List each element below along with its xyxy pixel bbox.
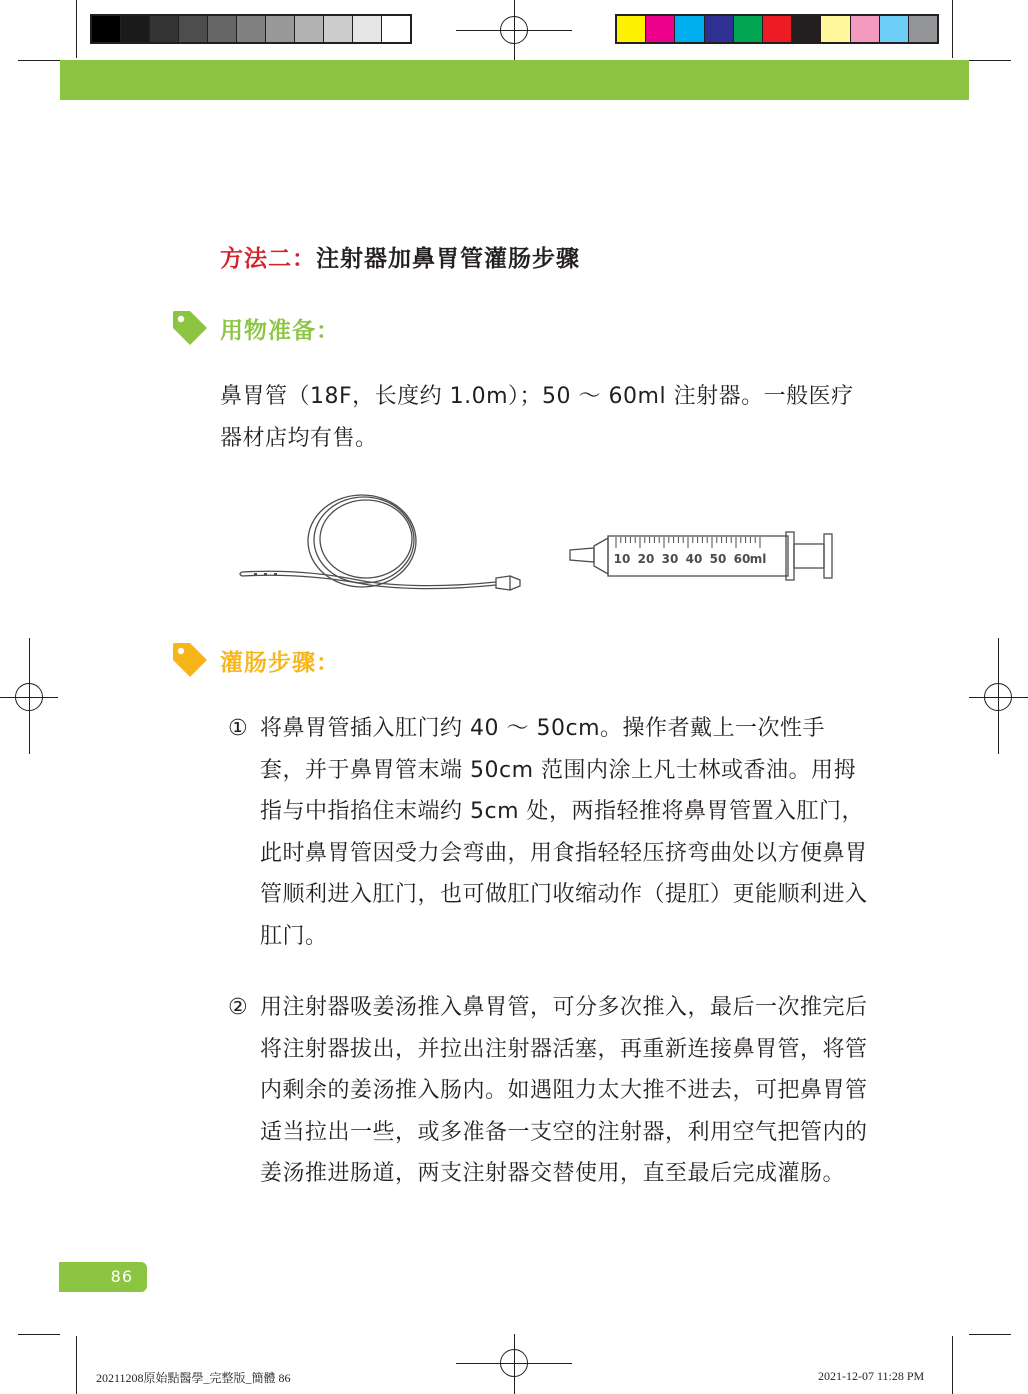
syringe-scale-label: 60 — [733, 552, 751, 566]
tag-icon — [170, 308, 210, 348]
color-swatch — [880, 16, 909, 42]
color-swatch — [705, 16, 734, 42]
color-swatch — [763, 16, 792, 42]
gray-swatch — [266, 16, 295, 42]
gray-swatch — [121, 16, 150, 42]
materials-heading: 用物准备： — [220, 318, 340, 344]
color-swatch — [734, 16, 763, 42]
syringe-scale-label: 20 — [637, 552, 655, 566]
gray-swatch — [179, 16, 208, 42]
syringe-illustration — [568, 528, 836, 586]
syringe-scale-label: 30 — [661, 552, 679, 566]
section-title — [220, 240, 580, 273]
gray-swatch — [295, 16, 324, 42]
step-number: ① — [228, 716, 249, 741]
step-number: ② — [228, 995, 249, 1020]
materials-text: 鼻胃管（18F，长度约 1.0m）；50 ～ 60ml 注射器。一般医疗器材店均有售。 — [220, 384, 854, 451]
gray-swatch — [237, 16, 266, 42]
gray-swatch — [353, 16, 382, 42]
steps-heading: 灌肠步骤： — [220, 650, 340, 676]
section-title-main: 注射器加鼻胃管灌肠步骤 — [316, 246, 580, 272]
color-swatch — [909, 16, 937, 42]
color-swatch — [675, 16, 704, 42]
syringe-scale-label: 40 — [685, 552, 703, 566]
gray-swatch — [150, 16, 179, 42]
gray-swatch — [324, 16, 353, 42]
grayscale-calibration-bar — [90, 14, 412, 44]
color-swatch — [851, 16, 880, 42]
step-item — [228, 987, 868, 1195]
syringe-scale-label: 50 — [709, 552, 727, 566]
color-swatch — [646, 16, 675, 42]
color-swatch — [617, 16, 646, 42]
section-title-prefix: 方法二： — [220, 246, 316, 272]
header-band — [60, 60, 969, 100]
gray-swatch — [382, 16, 410, 42]
page-number: 86 — [110, 1267, 133, 1286]
gray-swatch — [208, 16, 237, 42]
tag-icon — [170, 640, 210, 680]
color-calibration-bar — [615, 14, 939, 44]
step-item — [228, 708, 868, 957]
nasogastric-tube-illustration — [238, 492, 528, 596]
color-swatch — [792, 16, 821, 42]
syringe-unit-label: ml — [749, 552, 767, 566]
step-text: 用注射器吸姜汤推入鼻胃管，可分多次推入，最后一次推完后将注射器拔出，并拉出注射器活塞，再重新连接鼻胃管，将管内剩余的姜汤推入肠内。如遇阻力太大推不进去，可把鼻胃管适当拉出一些，或多准备一支空的注射器，利用空气把管内的姜汤推进肠道，两支注射器交替使用，直至最后完成灌肠。 — [260, 995, 868, 1186]
gray-swatch — [92, 16, 121, 42]
step-text: 将鼻胃管插入肛门约 40 ～ 50cm。操作者戴上一次性手套，并于鼻胃管末端 50cm 范围内涂上凡士林或香油。用拇指与中指掐住末端约 5cm 处，两指轻推将鼻胃管置入肛门，此时鼻胃管因受力会弯曲，用食指轻轻压挤弯曲处以方便鼻胃管顺利进入肛门，也可做肛门收缩动作（提肛）更能顺利进入肛门。 — [260, 716, 868, 949]
syringe-scale-label: 10 — [613, 552, 631, 566]
print-timestamp: 2021-12-07 11:28 PM — [818, 1369, 925, 1383]
file-label: 20211208原始點醫學_完整版_簡體 86 — [96, 1371, 291, 1385]
color-swatch — [821, 16, 850, 42]
